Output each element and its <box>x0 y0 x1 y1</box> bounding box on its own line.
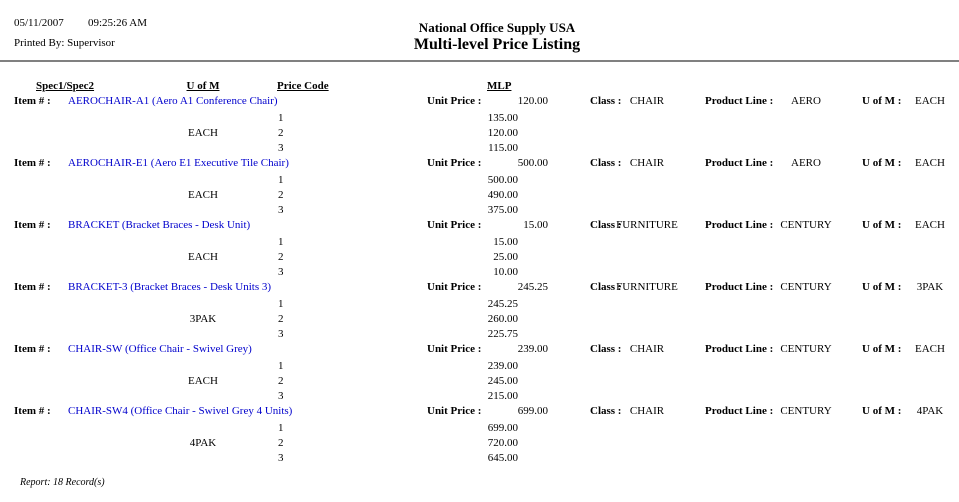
unit-price-label: Unit Price : <box>427 157 482 169</box>
code-price-value: 260.00 <box>487 313 518 325</box>
unit-price-value: 239.00 <box>517 343 548 355</box>
product-line-value: CENTURY <box>780 219 832 231</box>
report-time: 09:25:26 AM <box>88 17 147 29</box>
class-label: Class : <box>590 405 622 417</box>
page-title: Multi-level Price Listing <box>413 36 581 53</box>
class-value: FURNITURE <box>616 281 678 293</box>
item-link[interactable]: AEROCHAIR-A1 (Aero A1 Conference Chair) <box>68 95 278 107</box>
price-code: 1 <box>278 112 284 124</box>
header-rule <box>0 60 959 62</box>
item-number-label: Item # : <box>14 281 51 293</box>
code-price-value: 225.75 <box>487 328 518 340</box>
item-block <box>0 405 959 467</box>
code-price-value: 135.00 <box>487 112 518 124</box>
product-line-value: AERO <box>791 95 821 107</box>
price-code: 1 <box>278 298 284 310</box>
uofm-value: EACH <box>188 251 218 263</box>
code-price-value: 645.00 <box>487 452 518 464</box>
product-line-label: Product Line : <box>705 405 774 417</box>
uofm-right-value: 3PAK <box>916 281 944 293</box>
unit-price-label: Unit Price : <box>427 405 482 417</box>
uofm-right-label: U of M : <box>862 405 902 417</box>
code-price-value: 720.00 <box>487 437 518 449</box>
class-value: CHAIR <box>629 95 665 107</box>
item-link[interactable]: AEROCHAIR-E1 (Aero E1 Executive Tile Chair) <box>68 157 289 169</box>
printed-by-label: Printed By: <box>14 37 65 49</box>
code-price-value: 239.00 <box>487 360 518 372</box>
class-value: CHAIR <box>629 157 665 169</box>
item-number-label: Item # : <box>14 343 51 355</box>
price-code: 1 <box>278 236 284 248</box>
uofm-right-value: EACH <box>915 157 945 169</box>
uofm-value: 3PAK <box>189 313 217 325</box>
price-code: 2 <box>278 375 284 387</box>
price-code: 3 <box>278 266 284 278</box>
code-price-value: 500.00 <box>487 174 518 186</box>
item-number-label: Item # : <box>14 157 51 169</box>
uofm-value: EACH <box>188 127 218 139</box>
col-header-spec: Spec1/Spec2 <box>36 80 95 92</box>
unit-price-label: Unit Price : <box>427 281 482 293</box>
col-header-mlp: MLP <box>487 80 512 92</box>
price-code: 3 <box>278 142 284 154</box>
code-price-value: 115.00 <box>488 142 518 154</box>
item-link[interactable]: CHAIR-SW4 (Office Chair - Swivel Grey 4 Units) <box>68 405 293 417</box>
code-price-value: 120.00 <box>487 127 518 139</box>
item-link[interactable]: CHAIR-SW (Office Chair - Swivel Grey) <box>68 343 252 355</box>
item-link[interactable]: BRACKET (Bracket Braces - Desk Unit) <box>68 219 251 231</box>
price-code: 1 <box>278 174 284 186</box>
product-line-value: AERO <box>791 157 821 169</box>
uofm-value: EACH <box>188 375 218 387</box>
uofm-right-label: U of M : <box>862 157 902 169</box>
printed-by-value: Supervisor <box>67 37 115 49</box>
item-link[interactable]: BRACKET-3 (Bracket Braces - Desk Units 3) <box>68 281 272 293</box>
item-block <box>0 95 959 157</box>
class-label: Class : <box>590 157 622 169</box>
product-line-label: Product Line : <box>705 219 774 231</box>
product-line-label: Product Line : <box>705 343 774 355</box>
uofm-right-value: 4PAK <box>916 405 944 417</box>
item-block <box>0 281 959 343</box>
product-line-value: CENTURY <box>780 405 832 417</box>
unit-price-value: 500.00 <box>517 157 548 169</box>
uofm-value: EACH <box>188 189 218 201</box>
unit-price-value: 245.25 <box>517 281 548 293</box>
uofm-right-label: U of M : <box>862 343 902 355</box>
code-price-value: 215.00 <box>487 390 518 402</box>
uofm-value: 4PAK <box>189 437 217 449</box>
price-code: 3 <box>278 204 284 216</box>
price-code: 2 <box>278 313 284 325</box>
uofm-right-label: U of M : <box>862 219 902 231</box>
class-value: FURNITURE <box>616 219 678 231</box>
class-value: CHAIR <box>629 405 665 417</box>
code-price-value: 25.00 <box>493 251 518 263</box>
report-footer: Report: 18 Record(s) <box>20 477 105 488</box>
item-number-label: Item # : <box>14 405 51 417</box>
unit-price-label: Unit Price : <box>427 95 482 107</box>
code-price-value: 490.00 <box>487 189 518 201</box>
class-label: Class : <box>590 95 622 107</box>
price-code: 3 <box>278 452 284 464</box>
product-line-value: CENTURY <box>780 343 832 355</box>
product-line-value: CENTURY <box>780 281 832 293</box>
uofm-right-label: U of M : <box>862 281 902 293</box>
col-header-price-code: Price Code <box>277 80 329 92</box>
uofm-right-value: EACH <box>915 343 945 355</box>
price-code: 2 <box>278 251 284 263</box>
unit-price-value: 120.00 <box>517 95 548 107</box>
price-code: 1 <box>278 422 284 434</box>
unit-price-value: 699.00 <box>517 405 548 417</box>
uofm-right-value: EACH <box>915 219 945 231</box>
unit-price-label: Unit Price : <box>427 219 482 231</box>
class-label: Class : <box>590 219 622 231</box>
price-code: 1 <box>278 360 284 372</box>
price-code: 2 <box>278 127 284 139</box>
unit-price-label: Unit Price : <box>427 343 482 355</box>
code-price-value: 375.00 <box>487 204 518 216</box>
class-value: CHAIR <box>629 343 665 355</box>
product-line-label: Product Line : <box>705 281 774 293</box>
class-label: Class : <box>590 343 622 355</box>
item-block <box>0 219 959 281</box>
uofm-right-label: U of M : <box>862 95 902 107</box>
company-name: National Office Supply USA <box>418 20 576 35</box>
class-label: Class : <box>590 281 622 293</box>
unit-price-value: 15.00 <box>523 219 548 231</box>
report-date: 05/11/2007 <box>14 17 64 29</box>
product-line-label: Product Line : <box>705 95 774 107</box>
code-price-value: 699.00 <box>487 422 518 434</box>
code-price-value: 245.25 <box>487 298 518 310</box>
price-code: 3 <box>278 390 284 402</box>
code-price-value: 15.00 <box>493 236 518 248</box>
price-code: 3 <box>278 328 284 340</box>
price-code: 2 <box>278 437 284 449</box>
code-price-value: 245.00 <box>487 375 518 387</box>
item-block <box>0 343 959 405</box>
item-number-label: Item # : <box>14 95 51 107</box>
printed-by <box>14 37 115 50</box>
col-header-uofm: U of M <box>186 80 220 92</box>
price-code: 2 <box>278 189 284 201</box>
item-number-label: Item # : <box>14 219 51 231</box>
code-price-value: 10.00 <box>493 266 518 278</box>
product-line-label: Product Line : <box>705 157 774 169</box>
uofm-right-value: EACH <box>915 95 945 107</box>
item-block <box>0 157 959 219</box>
